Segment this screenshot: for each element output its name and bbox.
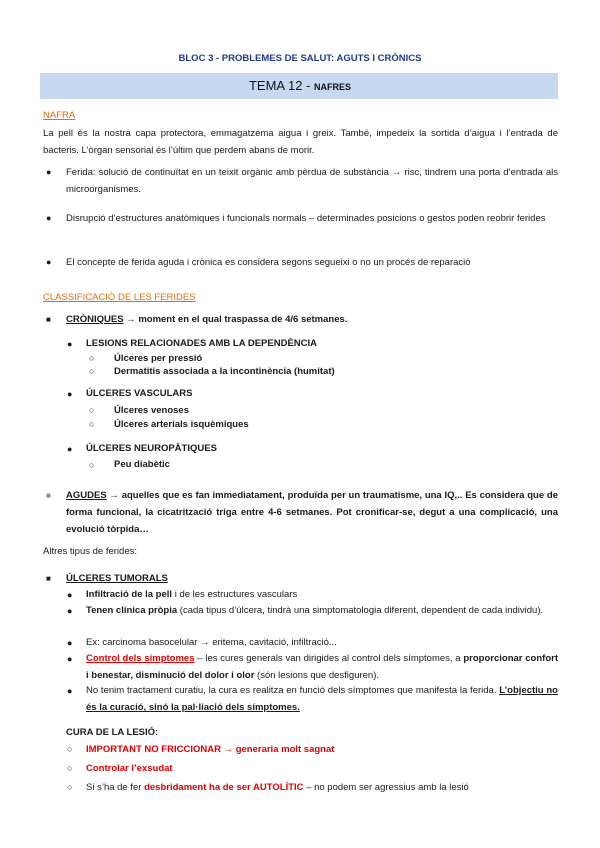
- bullet-icon: ●: [67, 654, 73, 664]
- circle-bullet-icon: ○: [89, 419, 95, 429]
- neuro-title: ÚLCERES NEUROPÀTIQUES: [86, 443, 217, 454]
- circle-bullet-icon: ○: [67, 763, 73, 773]
- t5-bold: L’objectiu no és la curació, sinó la pal·liació dels símptomes.: [86, 685, 558, 713]
- vasculars-item-1: Úlceres venoses: [114, 405, 189, 416]
- bullet-icon: ●: [46, 167, 52, 177]
- tema-subtitle: NAFRES: [314, 82, 352, 92]
- croniques-text: → moment en el qual traspassa de 4/6 setmanes.: [123, 314, 348, 325]
- bloc-title: BLOC 3 - PROBLEMES DE SALUT: AGUTS I CRÒNICS: [178, 53, 422, 64]
- circle-bullet-icon: ○: [67, 782, 73, 792]
- section-heading-classificacio: CLASSIFICACIÓ DE LES FERIDES: [43, 292, 196, 303]
- tumorals-item-2: [86, 602, 558, 619]
- tumorals-item-5: [86, 682, 558, 716]
- cura-item-3: [86, 779, 469, 796]
- tema-label: TEMA 12 -: [248, 78, 314, 93]
- bullet-icon: ●: [67, 638, 73, 648]
- lesions-item-1: Úlceres per pressió: [114, 353, 203, 364]
- tumorals-item-1: [86, 586, 297, 603]
- bullet-icon: ●: [67, 339, 73, 349]
- t4-a: – les cures generals van dirigides al control dels símptomes, a: [194, 653, 464, 664]
- page-title: [0, 78, 600, 93]
- cura-item-2: Controlar l’exsudat: [86, 763, 173, 774]
- t2-bold: Tenen clínica pròpia: [86, 605, 178, 616]
- t4-red: Control dels símptomes: [86, 653, 195, 664]
- vasculars-title: ÚLCERES VASCULARS: [86, 388, 193, 399]
- croniques-label: CRÒNIQUES: [66, 314, 124, 325]
- altres-intro: Altres tipus de ferides:: [43, 546, 137, 557]
- agudes-text: → aquelles que es fan immediatament, produïda per un traumatisme, una IQ,.. Es considera que de forma funcional, la cicatrització triga entre 4-6 setmanes. Pot cronificar-se, degut a una complicació, una evolució tòrpida…: [66, 490, 558, 535]
- lesions-title: LESIONS RELACIONADES AMB LA DEPENDÈNCIA: [86, 338, 318, 349]
- bullet-icon: ●: [46, 213, 52, 223]
- i3-a: Si s’ha de fer: [86, 782, 145, 793]
- t4-bold: proporcionar confort i benestar, disminució del dolor i olor: [86, 653, 558, 681]
- bullet-icon: ●: [46, 257, 52, 267]
- square-bullet-icon: ■: [46, 315, 51, 324]
- neuro-item-1: Peu diabètic: [114, 459, 170, 470]
- nafra-bullet-2: Disrupció d’estructures anatòmiques i funcionals normals – determinades posicions o gestos poden reobrir ferides: [66, 213, 546, 224]
- agudes-paragraph: [66, 487, 558, 538]
- cura-item-1: IMPORTANT NO FRICCIONAR → generaria molt sagnat: [86, 744, 335, 755]
- section-heading-nafra: NAFRA: [43, 110, 76, 121]
- croniques-line: [66, 311, 347, 328]
- i3-bold: desbridament ha de ser AUTOLÍTIC: [144, 782, 304, 793]
- agudes-label: AGUDES: [66, 490, 107, 501]
- square-bullet-icon: ■: [46, 491, 51, 500]
- circle-bullet-icon: ○: [67, 744, 73, 754]
- square-bullet-icon: ■: [46, 574, 51, 583]
- nafra-bullet-3: El concepte de ferida aguda i crònica es considera segons segueixi o no un procés de reparació: [66, 257, 471, 268]
- bullet-icon: ●: [67, 389, 73, 399]
- circle-bullet-icon: ○: [89, 460, 95, 470]
- bullet-icon: ●: [67, 686, 73, 696]
- circle-bullet-icon: ○: [89, 353, 95, 363]
- circle-bullet-icon: ○: [89, 366, 95, 376]
- t1-rest: i de les estructures vasculars: [172, 589, 298, 600]
- bullet-icon: ●: [67, 590, 73, 600]
- vasculars-item-2: Úlceres arterials isquèmiques: [114, 419, 249, 430]
- tumorals-item-4: [86, 650, 558, 684]
- t1-bold: Infiltració de la pell: [86, 589, 173, 600]
- bullet-icon: ●: [67, 444, 73, 454]
- cura-title: CURA DE LA LESIÓ:: [66, 727, 159, 738]
- t5-a: No tenim tractament curatiu, la cura es realitza en funció dels símptomes que manifesta la ferida.: [86, 685, 500, 696]
- i3-c: – no podem ser agressius amb la lesió: [303, 782, 469, 793]
- bullet-icon: ●: [67, 606, 73, 616]
- t4-c: (són lesions que desfiguren).: [254, 670, 380, 681]
- tumorals-item-3: Ex: carcinoma basocelular → eritema, cavitació, infiltració...: [86, 637, 337, 648]
- circle-bullet-icon: ○: [89, 405, 95, 415]
- nafra-intro: La pell és la nostra capa protectora, emmagatzema aigua i greix. També, impedeix la sortida d’aigua i l’entrada de bacteris. L’òrgan sensorial és l’últim que perdem abans de morir.: [43, 128, 558, 156]
- t2-rest: (cada tipus d’úlcera, tindrà una simptomatologia diferent, dependent de cada individu).: [177, 605, 544, 616]
- lesions-item-2: Dermatitis associada a la incontinència (humitat): [114, 366, 335, 377]
- nafra-bullet-1: Ferida: solució de continuïtat en un teixit orgànic amb pèrdua de substància → risc, tindrem una porta d’entrada als microorganismes.: [66, 167, 558, 195]
- tumorals-title: ÚLCERES TUMORALS: [66, 573, 168, 584]
